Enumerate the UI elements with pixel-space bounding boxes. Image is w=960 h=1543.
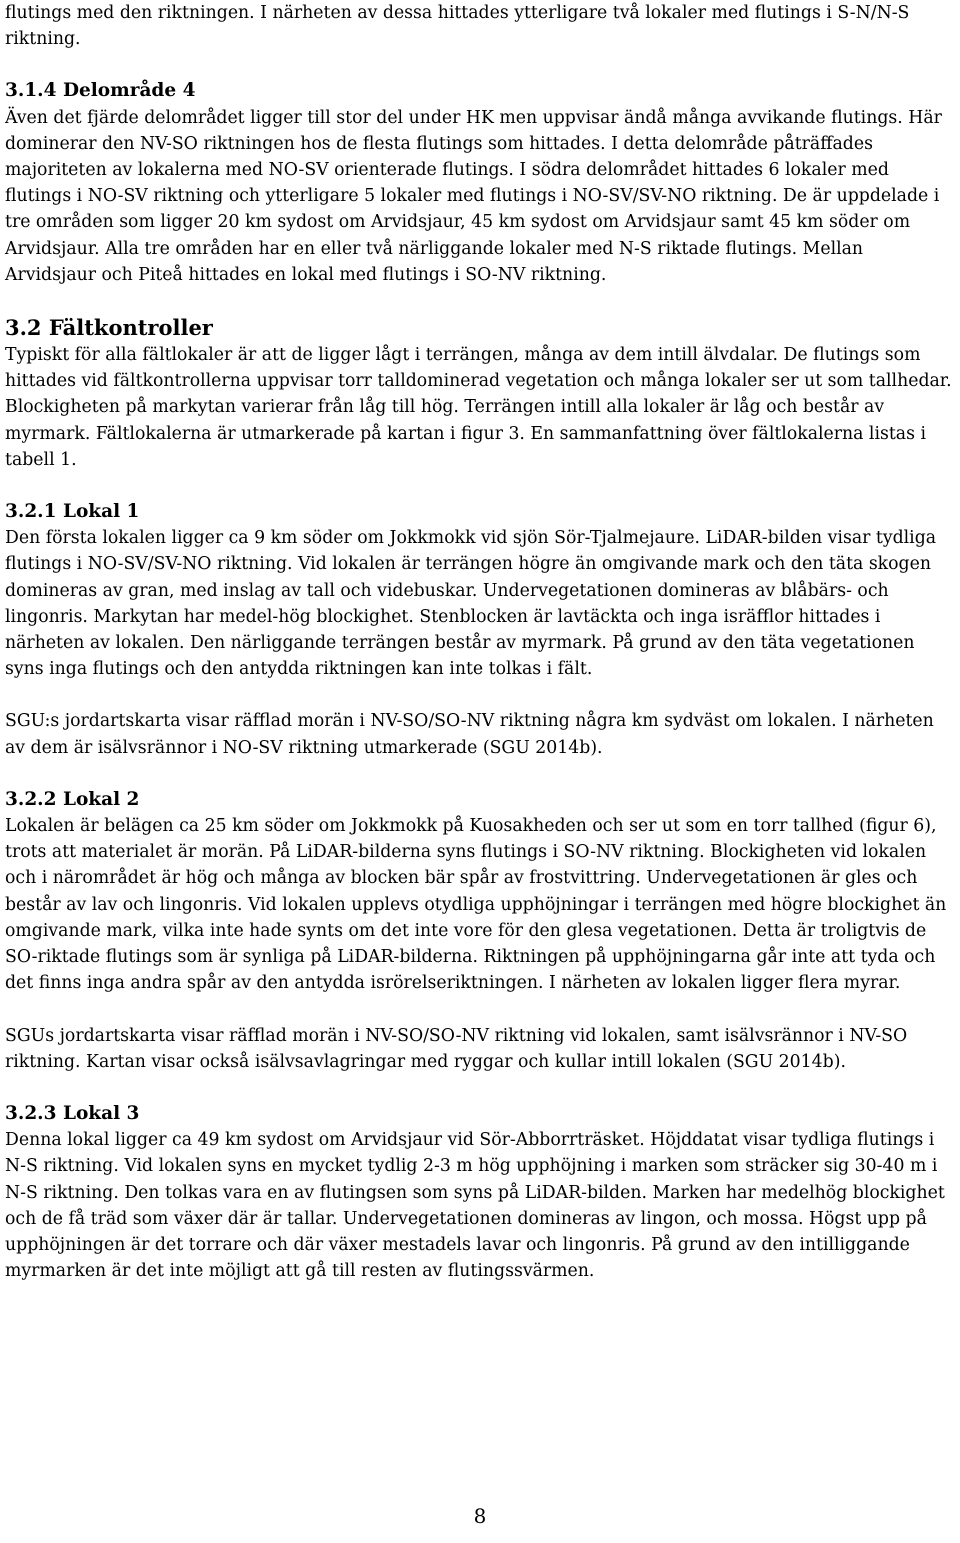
section-body-3-2: Typiskt för alla fältlokaler är att de ligger lågt i terrängen, många av dem intill älvdalar. De flutings som hittades vid fältkontrollerna uppvisar torr talldominerad vegetation och många lokaler ser ut som tallhedar. Blockigheten på markytan varierar från låg till hög. Terrängen intill alla lokaler är låg och består av myrmark. Fältlokalerna är utmarkerade på kartan i figur 3. En sammanfattning över fältlokalerna listas i tabell 1. <box>5 345 952 470</box>
section-heading-3-2: 3.2 Fältkontroller <box>5 315 213 341</box>
page-number: 8 <box>473 1504 487 1528</box>
section-body-3-1-4: Även det fjärde delområdet ligger till stor del under HK men uppvisar ändå många avvikande flutings. Här dominerar den NV-SO riktningen hos de flesta flutings som hittades. I detta delområde påträffades majoriteten av lokalerna med NO-SV orienterade flutings. I södra delområdet hittades 6 lokaler med flutings i NO-SV riktning och ytterligare 5 lokaler med flutings i NO-SV/SV-NO riktning. De är uppdelade i tre områden som ligger 20 km sydost om Arvidsjaur, 45 km sydost om Arvidsjaur samt 45 km söder om Arvidsjaur. Alla tre områden har en eller två närliggande lokaler med N-S riktade flutings. Mellan Arvidsjaur och Piteå hittades en lokal med flutings i SO-NV riktning. <box>5 107 942 285</box>
intro-paragraph: flutings med den riktningen. I närheten av dessa hittades ytterligare två lokaler med flutings i S-N/N-S riktning. <box>5 3 910 50</box>
section-body-3-2-2: Lokalen är belägen ca 25 km söder om Jokkmokk på Kuosakheden och ser ut som en torr tallhed (figur 6), trots att materialet är morän. På LiDAR-bilderna syns flutings i SO-NV riktning. Blockigheten vid lokalen och i närområdet är hög och många av blocken bär spår av frostvittring. Undervegetationen är gles och består av lav och lingonris. Vid lokalen upplevs otydliga upphöjningar i terrängen med högre blockighet än omgivande mark, vilka inte hade synts om det inte vore för den glesa vegetationen. Detta är troligtvis de SO-riktade flutings som är synliga på LiDAR-bilderna. Riktningen på upphöjningarna går inte att tyda och det finns inga andra spår av den antydda isrörelseriktningen. I närheten av lokalen ligger flera myrar. <box>5 816 947 994</box>
section-heading-3-2-3: 3.2.3 Lokal 3 <box>5 1102 140 1124</box>
section-heading-3-2-1: 3.2.1 Lokal 1 <box>5 501 140 523</box>
section-body-3-2-1-sgu: SGU:s jordartskarta visar räfflad morän i NV-SO/SO-NV riktning några km sydväst om lokalen. I närheten av dem är isälvsrännor i NO-SV riktning utmarkerade (SGU 2014b). <box>5 711 934 758</box>
section-heading-3-1-4: 3.1.4 Delområde 4 <box>5 80 196 102</box>
document-page <box>5 0 955 1284</box>
section-heading-3-2-2: 3.2.2 Lokal 2 <box>5 788 140 810</box>
section-body-3-2-1: Den första lokalen ligger ca 9 km söder om Jokkmokk vid sjön Sör-Tjalmejaure. LiDAR-bilden visar tydliga flutings i NO-SV/SV-NO riktning. Vid lokalen är terrängen högre än omgivande mark och den täta skogen domineras av gran, med inslag av tall och videbuskar. Undervegetationen domineras av blåbärs- och lingonris. Markytan har medel-hög blockighet. Stenblocken är lavtäckta och inga isräfflor hittades i närheten av lokalen. Den närliggande terrängen består av myrmark. På grund av den täta vegetationen syns inga flutings och den antydda riktningen kan inte tolkas i fält. <box>5 528 937 680</box>
section-body-3-2-2-sgu: SGUs jordartskarta visar räfflad morän i NV-SO/SO-NV riktning vid lokalen, samt isälvsrännor i NV-SO riktning. Kartan visar också isälvsavlagringar med ryggar och kullar intill lokalen (SGU 2014b). <box>5 1025 908 1072</box>
section-body-3-2-3: Denna lokal ligger ca 49 km sydost om Arvidsjaur vid Sör-Abborrträsket. Höjddatat visar tydliga flutings i N-S riktning. Vid lokalen syns en mycket tydlig 2-3 m hög upphöjning i marken som sträcker sig 30-40 m i N-S riktning. Den tolkas vara en av flutingsen som syns på LiDAR-bilden. Marken har medelhög blockighet och de få träd som växer där är tallar. Undervegetationen domineras av lingon, och mossa. Högst upp på upphöjningen är det torrare och där växer mestadels lavar och lingonris. På grund av den intilliggande myrmarken är det inte möjligt att gå till resten av flutingssvärmen. <box>5 1130 945 1282</box>
